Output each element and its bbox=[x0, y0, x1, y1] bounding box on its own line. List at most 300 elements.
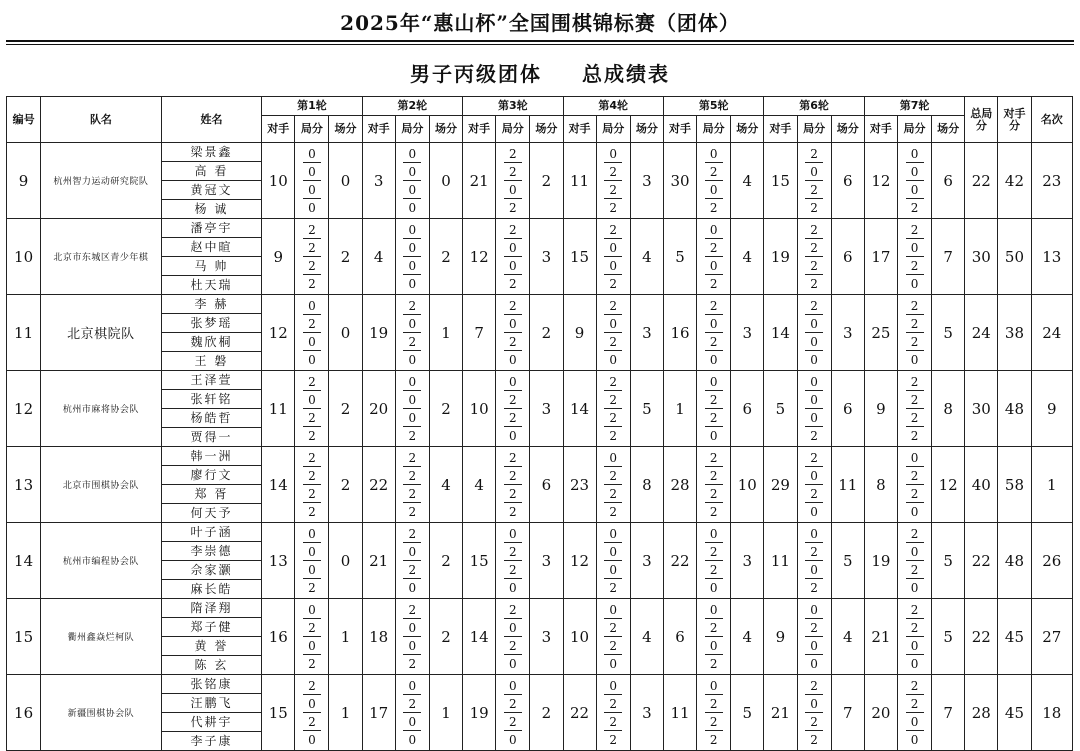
opponent-score: 42 bbox=[998, 143, 1031, 219]
board-score: 0 bbox=[805, 526, 823, 543]
board-score: 2 bbox=[906, 678, 924, 695]
player-name: 佘家灏 bbox=[162, 561, 261, 580]
round-match-score: 3 bbox=[630, 143, 663, 219]
round-game-scores bbox=[295, 219, 329, 295]
match-score-header: 场分 bbox=[630, 116, 663, 143]
board-score-row bbox=[898, 297, 931, 315]
round-match-score: 2 bbox=[429, 523, 462, 599]
board-score: 0 bbox=[408, 200, 417, 215]
board-score: 2 bbox=[705, 620, 723, 637]
board-score-row bbox=[496, 239, 529, 257]
player-name: 张轩铭 bbox=[162, 390, 261, 409]
player-name: 何天予 bbox=[190, 506, 233, 520]
board-score-row bbox=[396, 333, 429, 351]
board-score-row bbox=[697, 695, 730, 713]
board-score: 2 bbox=[906, 222, 924, 239]
board-score: 0 bbox=[604, 602, 622, 619]
board-score: 0 bbox=[408, 276, 417, 291]
board-score-row bbox=[898, 525, 931, 543]
round-match-score: 2 bbox=[530, 675, 563, 751]
board-score-row bbox=[496, 199, 529, 217]
round-opponent: 17 bbox=[362, 675, 395, 751]
board-score: 0 bbox=[705, 222, 723, 239]
board-score-row bbox=[295, 677, 328, 695]
board-score-row bbox=[697, 239, 730, 257]
board-score-row bbox=[697, 163, 730, 181]
board-score-row bbox=[798, 543, 831, 561]
board-score-row bbox=[396, 637, 429, 655]
round-match-score: 8 bbox=[932, 371, 965, 447]
board-score: 0 bbox=[906, 714, 924, 731]
team-row bbox=[7, 447, 1073, 523]
board-score-row bbox=[295, 503, 328, 521]
player-name: 黄 誉 bbox=[162, 637, 261, 656]
board-score: 2 bbox=[604, 410, 622, 427]
player-names bbox=[161, 599, 261, 675]
team-number: 9 bbox=[7, 143, 41, 219]
board-score-row bbox=[898, 427, 931, 445]
board-score: 2 bbox=[709, 732, 718, 747]
board-score: 0 bbox=[403, 182, 421, 199]
round-game-scores bbox=[697, 219, 731, 295]
round-opponent: 14 bbox=[563, 371, 596, 447]
round-game-scores bbox=[496, 599, 530, 675]
player-name: 代耕宇 bbox=[162, 713, 261, 732]
round-opponent: 23 bbox=[563, 447, 596, 523]
opp-header: 对手 bbox=[764, 116, 797, 143]
match-score-header: 场分 bbox=[831, 116, 864, 143]
board-score: 2 bbox=[308, 580, 316, 595]
player-names bbox=[161, 143, 261, 219]
round-game-scores bbox=[596, 295, 630, 371]
board-score: 0 bbox=[604, 240, 622, 257]
round-game-scores bbox=[797, 675, 831, 751]
board-score: 2 bbox=[805, 240, 823, 257]
player-name: 贾得一 bbox=[190, 430, 233, 444]
board-score: 2 bbox=[906, 468, 924, 485]
board-score-row bbox=[496, 579, 529, 597]
board-score-row bbox=[597, 297, 630, 315]
total-game-header: 总局分 bbox=[965, 97, 998, 143]
board-score-row bbox=[295, 525, 328, 543]
round-opponent: 29 bbox=[764, 447, 797, 523]
round-header: 第7轮 bbox=[864, 97, 964, 116]
board-score-row bbox=[295, 485, 328, 503]
board-score: 0 bbox=[408, 580, 417, 595]
board-score-row bbox=[697, 713, 730, 731]
round-opponent: 22 bbox=[663, 523, 696, 599]
round-match-score: 4 bbox=[429, 447, 462, 523]
round-opponent: 12 bbox=[262, 295, 295, 371]
board-score-row bbox=[697, 221, 730, 239]
board-score-row bbox=[597, 561, 630, 579]
round-match-score: 0 bbox=[429, 143, 462, 219]
board-score-row bbox=[496, 373, 529, 391]
board-score-row bbox=[798, 315, 831, 333]
board-score: 2 bbox=[308, 428, 316, 443]
board-score-row bbox=[798, 677, 831, 695]
board-score-row bbox=[295, 333, 328, 351]
board-score-row bbox=[396, 373, 429, 391]
board-score-row bbox=[798, 655, 831, 673]
board-score: 0 bbox=[906, 450, 924, 467]
rank: 23 bbox=[1031, 143, 1072, 219]
round-opponent: 11 bbox=[563, 143, 596, 219]
col-name-header: 姓名 bbox=[161, 97, 261, 143]
board-score: 0 bbox=[906, 544, 924, 561]
board-score-row bbox=[295, 731, 328, 749]
board-score-row bbox=[898, 695, 931, 713]
board-score-row bbox=[898, 579, 931, 597]
opp-header: 对手 bbox=[864, 116, 897, 143]
board-score-row bbox=[597, 485, 630, 503]
board-score: 0 bbox=[910, 276, 919, 291]
board-score-row bbox=[295, 449, 328, 467]
board-score: 0 bbox=[705, 146, 723, 163]
board-score: 0 bbox=[508, 656, 517, 671]
board-score-row bbox=[898, 275, 931, 293]
board-score-row bbox=[597, 695, 630, 713]
board-score-row bbox=[396, 145, 429, 163]
rank: 13 bbox=[1031, 219, 1072, 295]
board-score: 2 bbox=[910, 200, 919, 215]
game-score-header: 局分 bbox=[797, 116, 831, 143]
board-score: 2 bbox=[604, 468, 622, 485]
board-score: 2 bbox=[805, 298, 823, 315]
round-match-score: 4 bbox=[831, 599, 864, 675]
board-score: 0 bbox=[403, 316, 421, 333]
board-score: 2 bbox=[906, 258, 924, 275]
board-score-row bbox=[295, 315, 328, 333]
round-match-score: 8 bbox=[630, 447, 663, 523]
game-score-header: 局分 bbox=[395, 116, 429, 143]
board-score-row bbox=[396, 601, 429, 619]
opp-header: 对手 bbox=[563, 116, 596, 143]
board-score: 0 bbox=[805, 164, 823, 181]
match-score-header: 场分 bbox=[731, 116, 764, 143]
board-score-row bbox=[597, 239, 630, 257]
board-score-row bbox=[396, 731, 429, 749]
board-score-row bbox=[496, 731, 529, 749]
board-score-row bbox=[597, 163, 630, 181]
board-score-row bbox=[798, 275, 831, 293]
round-match-score: 3 bbox=[630, 675, 663, 751]
board-score: 0 bbox=[805, 410, 823, 427]
round-game-scores bbox=[697, 143, 731, 219]
board-score: 2 bbox=[504, 562, 522, 579]
board-score-row bbox=[295, 409, 328, 427]
board-score: 0 bbox=[403, 410, 421, 427]
board-score-row bbox=[697, 315, 730, 333]
board-score-row bbox=[798, 373, 831, 391]
round-opponent: 10 bbox=[563, 599, 596, 675]
board-score-row bbox=[396, 525, 429, 543]
board-score-row bbox=[295, 655, 328, 673]
round-opponent: 11 bbox=[262, 371, 295, 447]
board-score-row bbox=[295, 427, 328, 445]
game-score-header: 局分 bbox=[295, 116, 329, 143]
round-opponent: 19 bbox=[362, 295, 395, 371]
round-opponent: 15 bbox=[262, 675, 295, 751]
board-score-row bbox=[898, 145, 931, 163]
board-score: 0 bbox=[805, 374, 823, 391]
round-game-scores bbox=[897, 523, 931, 599]
total-game-score: 22 bbox=[965, 143, 998, 219]
board-score: 2 bbox=[604, 334, 622, 351]
board-score: 2 bbox=[303, 620, 321, 637]
round-match-score: 0 bbox=[329, 295, 362, 371]
board-score-row bbox=[597, 391, 630, 409]
round-match-score: 4 bbox=[731, 599, 764, 675]
round-game-scores bbox=[395, 295, 429, 371]
board-score: 2 bbox=[906, 316, 924, 333]
board-score: 2 bbox=[408, 656, 417, 671]
round-match-score: 1 bbox=[429, 675, 462, 751]
board-score-row bbox=[697, 543, 730, 561]
player-name: 杨皓哲 bbox=[162, 409, 261, 428]
board-score-row bbox=[798, 637, 831, 655]
board-score: 2 bbox=[906, 374, 924, 391]
board-score: 0 bbox=[906, 638, 924, 655]
player-name: 李 赫 bbox=[162, 295, 261, 314]
board-score-row bbox=[697, 373, 730, 391]
round-match-score: 4 bbox=[731, 143, 764, 219]
board-score: 0 bbox=[504, 258, 522, 275]
board-score-row bbox=[396, 561, 429, 579]
total-game-score: 30 bbox=[965, 219, 998, 295]
player-name: 王 磐 bbox=[194, 354, 229, 368]
round-match-score: 3 bbox=[731, 523, 764, 599]
board-score: 2 bbox=[403, 602, 421, 619]
board-score-row bbox=[295, 467, 328, 485]
board-score: 0 bbox=[303, 146, 321, 163]
board-score: 2 bbox=[609, 428, 618, 443]
opponent-score: 38 bbox=[998, 295, 1031, 371]
round-match-score: 4 bbox=[630, 599, 663, 675]
player-name: 叶子涵 bbox=[162, 523, 261, 542]
round-match-score: 0 bbox=[329, 143, 362, 219]
board-score-row bbox=[798, 503, 831, 521]
round-game-scores bbox=[897, 371, 931, 447]
board-score-row bbox=[496, 145, 529, 163]
board-score: 0 bbox=[805, 638, 823, 655]
board-score: 2 bbox=[604, 486, 622, 503]
board-score-row bbox=[295, 713, 328, 731]
team-row bbox=[7, 599, 1073, 675]
board-score: 2 bbox=[508, 200, 517, 215]
board-score-row bbox=[597, 467, 630, 485]
board-score: 0 bbox=[805, 468, 823, 485]
board-score-row bbox=[396, 181, 429, 199]
round-game-scores bbox=[697, 675, 731, 751]
board-score: 0 bbox=[403, 620, 421, 637]
opponent-score: 48 bbox=[998, 371, 1031, 447]
board-score-row bbox=[295, 601, 328, 619]
board-score-row bbox=[496, 485, 529, 503]
round-opponent: 30 bbox=[663, 143, 696, 219]
match-score-header: 场分 bbox=[429, 116, 462, 143]
board-score-row bbox=[597, 449, 630, 467]
round-match-score: 2 bbox=[329, 219, 362, 295]
board-score-row bbox=[597, 619, 630, 637]
round-opponent: 14 bbox=[764, 295, 797, 371]
board-score-row bbox=[898, 485, 931, 503]
board-score-row bbox=[697, 561, 730, 579]
board-score-row bbox=[295, 351, 328, 369]
round-opponent: 4 bbox=[463, 447, 496, 523]
round-opponent: 14 bbox=[463, 599, 496, 675]
board-score-row bbox=[898, 373, 931, 391]
board-score: 0 bbox=[308, 200, 316, 215]
round-game-scores bbox=[596, 447, 630, 523]
game-score-header: 局分 bbox=[496, 116, 530, 143]
board-score-row bbox=[697, 391, 730, 409]
board-score-row bbox=[396, 579, 429, 597]
board-score-row bbox=[697, 275, 730, 293]
round-opponent: 21 bbox=[864, 599, 897, 675]
board-score: 2 bbox=[303, 258, 321, 275]
board-score: 2 bbox=[604, 222, 622, 239]
board-score-row bbox=[597, 543, 630, 561]
board-score-row bbox=[798, 427, 831, 445]
board-score: 2 bbox=[604, 620, 622, 637]
round-game-scores bbox=[395, 599, 429, 675]
round-game-scores bbox=[697, 371, 731, 447]
total-game-score: 22 bbox=[965, 523, 998, 599]
round-opponent: 20 bbox=[362, 371, 395, 447]
rank: 26 bbox=[1031, 523, 1072, 599]
board-score-row bbox=[898, 239, 931, 257]
board-score-row bbox=[295, 619, 328, 637]
board-score-row bbox=[898, 655, 931, 673]
player-names bbox=[161, 371, 261, 447]
board-score: 0 bbox=[303, 602, 321, 619]
board-score: 2 bbox=[604, 638, 622, 655]
round-game-scores bbox=[496, 675, 530, 751]
board-score: 0 bbox=[403, 222, 421, 239]
rank-header: 名次 bbox=[1031, 97, 1072, 143]
board-score: 0 bbox=[303, 544, 321, 561]
board-score: 2 bbox=[604, 696, 622, 713]
board-score: 2 bbox=[504, 450, 522, 467]
round-opponent: 17 bbox=[864, 219, 897, 295]
round-match-score: 6 bbox=[932, 143, 965, 219]
player-name: 王泽萱 bbox=[162, 371, 261, 390]
board-score-row bbox=[295, 163, 328, 181]
round-opponent: 25 bbox=[864, 295, 897, 371]
round-match-score: 2 bbox=[329, 371, 362, 447]
board-score: 2 bbox=[609, 504, 618, 519]
player-name: 张梦瑶 bbox=[162, 314, 261, 333]
round-match-score: 2 bbox=[530, 295, 563, 371]
board-score-row bbox=[396, 257, 429, 275]
board-score-row bbox=[396, 297, 429, 315]
board-score: 0 bbox=[403, 258, 421, 275]
board-score: 2 bbox=[609, 276, 618, 291]
round-game-scores bbox=[395, 675, 429, 751]
round-game-scores bbox=[797, 371, 831, 447]
rank: 27 bbox=[1031, 599, 1072, 675]
board-score-row bbox=[295, 579, 328, 597]
board-score-row bbox=[798, 181, 831, 199]
round-game-scores bbox=[797, 599, 831, 675]
board-score: 2 bbox=[805, 146, 823, 163]
round-opponent: 21 bbox=[463, 143, 496, 219]
board-score: 0 bbox=[910, 580, 919, 595]
team-row bbox=[7, 295, 1073, 371]
round-game-scores bbox=[295, 523, 329, 599]
round-opponent: 9 bbox=[864, 371, 897, 447]
team-name: 杭州市麻将协会队 bbox=[41, 371, 162, 447]
board-score: 2 bbox=[303, 468, 321, 485]
board-score-row bbox=[898, 637, 931, 655]
board-score: 2 bbox=[810, 732, 818, 747]
round-game-scores bbox=[596, 599, 630, 675]
round-opponent: 12 bbox=[563, 523, 596, 599]
player-name: 麻长皓 bbox=[190, 582, 233, 596]
board-score: 0 bbox=[910, 504, 919, 519]
round-opponent: 21 bbox=[764, 675, 797, 751]
round-game-scores bbox=[897, 675, 931, 751]
round-opponent: 10 bbox=[262, 143, 295, 219]
board-score: 0 bbox=[403, 146, 421, 163]
board-score: 2 bbox=[805, 222, 823, 239]
col-no-header: 编号 bbox=[7, 97, 41, 143]
round-opponent: 9 bbox=[764, 599, 797, 675]
board-score-row bbox=[496, 181, 529, 199]
board-score-row bbox=[295, 239, 328, 257]
board-score: 0 bbox=[504, 316, 522, 333]
round-match-score: 5 bbox=[932, 599, 965, 675]
opponent-score: 48 bbox=[998, 523, 1031, 599]
board-score-row bbox=[496, 503, 529, 521]
board-score-row bbox=[496, 543, 529, 561]
team-number: 11 bbox=[7, 295, 41, 371]
board-score-row bbox=[798, 579, 831, 597]
board-score: 0 bbox=[805, 316, 823, 333]
match-score-header: 场分 bbox=[932, 116, 965, 143]
board-score-row bbox=[295, 561, 328, 579]
board-score-row bbox=[898, 163, 931, 181]
title-rule-thick bbox=[6, 40, 1074, 42]
board-score-row bbox=[295, 181, 328, 199]
board-score-row bbox=[597, 351, 630, 369]
board-score: 2 bbox=[805, 258, 823, 275]
round-game-scores bbox=[697, 447, 731, 523]
round-match-score: 3 bbox=[831, 295, 864, 371]
board-score-row bbox=[597, 713, 630, 731]
board-score-row bbox=[697, 677, 730, 695]
player-name: 郑子健 bbox=[162, 618, 261, 637]
board-score: 2 bbox=[705, 544, 723, 561]
player-name: 张铭康 bbox=[162, 675, 261, 694]
board-score-row bbox=[597, 409, 630, 427]
player-name: 汪鹏飞 bbox=[162, 694, 261, 713]
match-score-header: 场分 bbox=[329, 116, 362, 143]
opponent-score: 45 bbox=[998, 599, 1031, 675]
round-opponent: 19 bbox=[463, 675, 496, 751]
board-score: 0 bbox=[609, 352, 618, 367]
board-score-row bbox=[898, 467, 931, 485]
round-opponent: 28 bbox=[663, 447, 696, 523]
board-score: 0 bbox=[910, 732, 919, 747]
board-score: 2 bbox=[705, 562, 723, 579]
round-opponent: 5 bbox=[663, 219, 696, 295]
opp-header: 对手 bbox=[262, 116, 295, 143]
board-score-row bbox=[898, 181, 931, 199]
board-score-row bbox=[697, 655, 730, 673]
board-score: 2 bbox=[504, 638, 522, 655]
